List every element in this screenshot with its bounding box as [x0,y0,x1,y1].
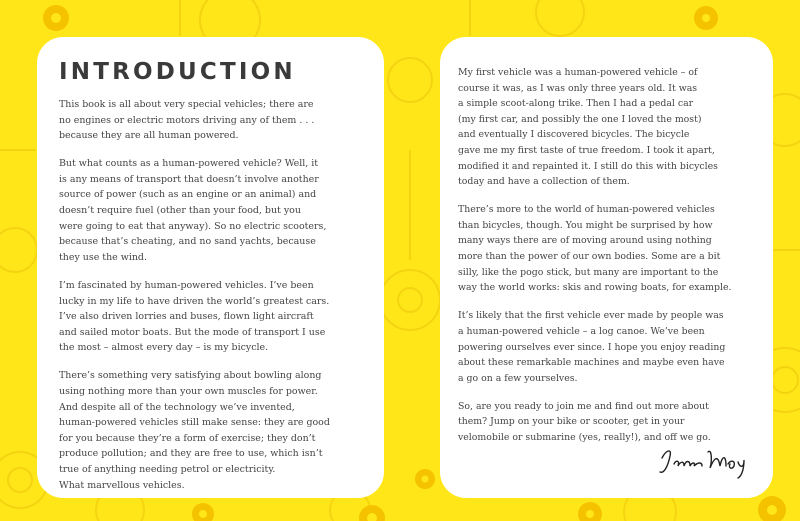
wheel-icon [188,498,218,521]
author-signature [658,444,750,480]
wheel-icon [752,492,792,521]
paragraph: My first vehicle was a human-powered vehicle – of course it was, as I was only three years old. It was a simple scoot-along trike. Then I had a pedal car (my first car, and possibly the one I loved the most) and eventually I discovered bicycles. The bicycle gave me my first taste of true freedom. I took it apart, modified it and repainted it. I still do this with bicycles today and have a collection of them. [458,67,718,188]
paragraph: I’m fascinated by human-powered vehicles. I’ve been lucky in my life to have driven the world’s greatest cars. I’ve also driven lorries and buses, flown light aircraft and sailed motor boats. But the mode of transport I use the most – almost every day – is my bicycle. [59,279,330,354]
paragraph: There’s something very satisfying about bowling along using nothing more than your own muscles for power. And despite all of the technology we’ve invented, human-powered vehicles still make sense: they are good for you because they’re a form of exercise; they don’t produce pollution; and they are free to use, which isn’t true of anything needing petrol or electricity. What marvellous vehicles. [59,370,330,491]
paragraph: There’s more to the world of human-powered vehicles than bicycles, though. You might be surprised by how many ways there are of moving around using nothing more than the power of our own bodies. Some are a bit silly, like the pogo stick, but many are important to the way the world works: skis and rowing boats, for example. [458,204,732,294]
wheel-icon [680,4,732,34]
wheel-icon [574,497,606,521]
right-page [440,37,773,498]
paragraph: It’s likely that the first vehicle ever made by people was a human-powered vehicle – a log canoe. We’ve been powering ourselves ever since. I hope you enjoy reading about these remarkable machines and maybe even have a go on a few yourselves. [458,310,726,384]
wheel-icon [410,455,440,503]
wheel-icon [25,4,87,34]
page-title: INTRODUCTION [59,59,296,85]
paragraph: So, are you ready to join me and find out more about them? Jump on your bike or scooter, get in your velomobile or submarine (yes, really!), and off we go. [458,400,711,443]
paragraph: This book is all about very special vehicles; there are no engines or electric motors driving any of them . . . because they are all human powered. [59,99,315,142]
left-page [37,37,384,498]
paragraph: But what counts as a human-powered vehicle? Well, it is any means of transport that doesn’t involve another source of power (such as an engine or an animal) and doesn’t require fuel (other than your food, but you were going to eat that anyway). So no electric scooters, because that’s cheating, and no sand yachts, because they use the wind. [59,158,327,263]
wheel-icon [356,502,388,521]
